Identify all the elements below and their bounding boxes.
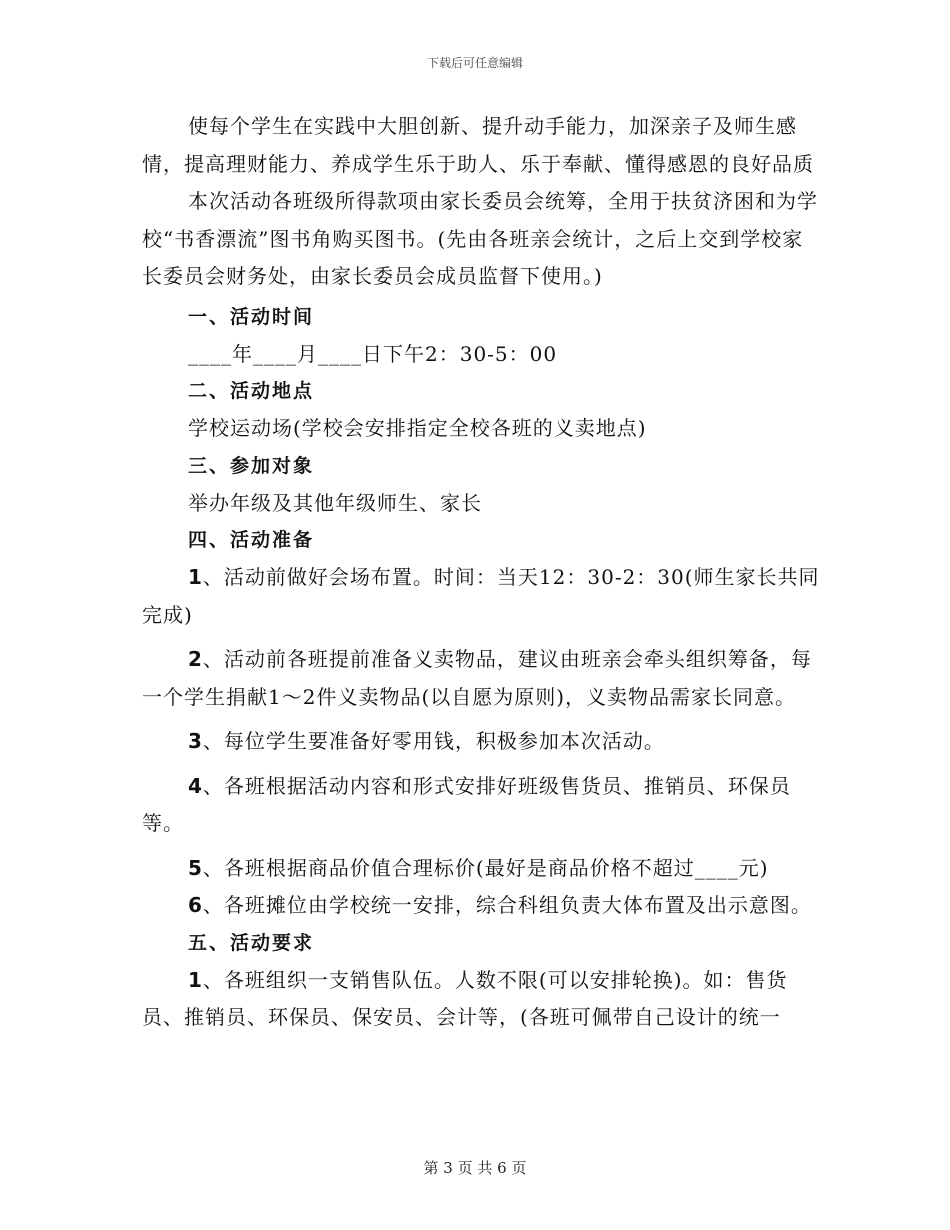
paragraph-funds: 本次活动各班级所得款项由家长委员会统筹，全用于扶贫济困和为学校“书香漂流”图书角购买图书。(先由各班亲会统计，之后上交到学校家长委员会财务处，由家长委员会成员监督下使用。): [142, 189, 818, 288]
preparation-item: [142, 559, 822, 634]
preparation-item: [142, 768, 822, 843]
item-text: 、各班摊位由学校统一安排，综合科组负责大体布置及出示意图。: [202, 893, 812, 917]
item-number: 1: [188, 565, 203, 589]
item-text: 、活动前做好会场布置。时间：当天12：30-2：30(师生家长共同完成): [142, 565, 820, 627]
item-number: 1: [188, 967, 203, 992]
page-header: 下载后可任意编辑: [426, 56, 523, 70]
preparation-item: [142, 723, 822, 761]
item-text: 、每位学生要准备好零用钱，积极参加本次活动。: [202, 729, 665, 753]
item-text: 、各班组织一支销售队伍。人数不限(可以安排轮换)。如：售货员、推销员、环保员、保安员、会计等，(各班可佩带自己设计的统一: [142, 967, 788, 1029]
section-title-location: 二、活动地点: [188, 380, 315, 402]
item-number: 6: [188, 893, 203, 917]
item-text: 、各班根据商品价值合理标价(最好是商品价格不超过____元): [202, 855, 769, 880]
page-footer: 第 3 页 共 6 页: [423, 1159, 527, 1177]
section-title-time: 一、活动时间: [188, 305, 315, 328]
preparation-item: [142, 887, 822, 925]
section-text-time: ____年____月____日下午2：30-5：00: [188, 341, 558, 366]
item-number: 3: [188, 729, 203, 753]
section-title-preparation: 四、活动准备: [188, 529, 315, 551]
paragraph-purpose: 使每个学生在实践中大胆创新、提升动手能力，加深亲子及师生感情，提高理财能力、养成学生乐于助人、乐于奉献、懂得感恩的良好品质: [142, 114, 814, 176]
section-title-participants: 三、参加对象: [188, 454, 315, 477]
preparation-item: [142, 641, 822, 716]
section-text-location: 学校运动场(学校会安排指定全校各班的义卖地点): [188, 416, 647, 440]
item-number: 2: [188, 647, 203, 671]
requirement-item: [142, 962, 822, 1037]
item-number: 4: [188, 773, 203, 798]
preparation-item: [142, 850, 822, 888]
section-text-participants: 举办年级及其他年级师生、家长: [188, 490, 482, 515]
item-number: 5: [188, 855, 203, 880]
item-text: 、活动前各班提前准备义卖物品，建议由班亲会牵头组织筹备，每一个学生捐献1～2件义卖物品(以自愿为原则)，义卖物品需家长同意。: [142, 647, 812, 709]
item-text: 、各班根据活动内容和形式安排好班级售货员、推销员、环保员等。: [142, 773, 791, 835]
section-title-requirements: 五、活动要求: [188, 931, 315, 954]
document-body: [142, 108, 822, 1037]
